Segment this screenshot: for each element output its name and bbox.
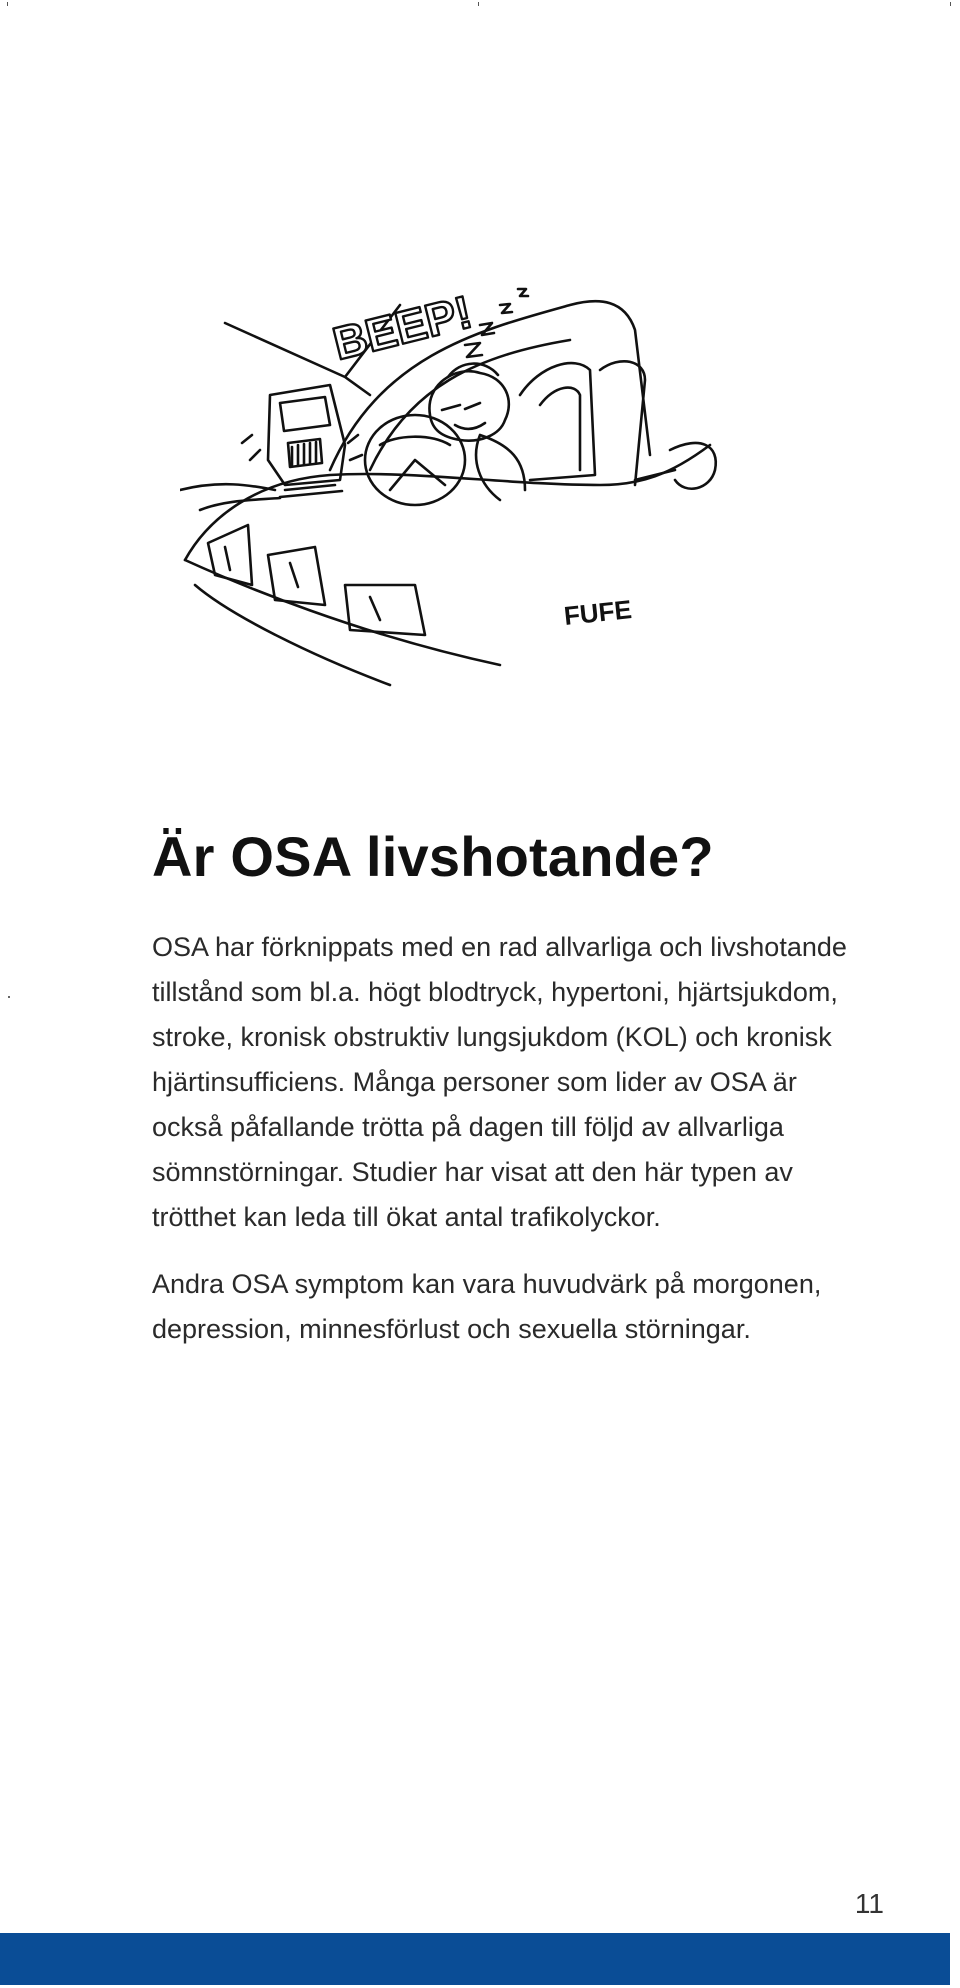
footer-bar — [0, 1933, 950, 1985]
paragraph-1: OSA har förknippats med en rad allvarliga och livshotande tillstånd som bl.a. högt blodtryck, hypertoni, hjärtsjukdom, stroke, kronisk obstruktiv lungsjukdom (KOL) och kronisk hjärtinsufficiens. Många personer som lider av OSA är också påfallande trötta på dagen till följd av allvarliga sömnstörningar. Studier har visat att den här typen av trötthet kan leda till ökat antal trafikolyckor. — [152, 932, 847, 1232]
beep-text: BEEP! — [327, 285, 477, 370]
paragraph-2: Andra OSA symptom kan vara huvudvärk på morgonen, depression, minnesförlust och sexuella störningar. — [152, 1269, 822, 1344]
artist-signature: FUFE — [562, 594, 634, 631]
crop-mark-right — [950, 2, 951, 6]
registration-dot — [8, 996, 10, 998]
crop-mark-left — [7, 2, 8, 6]
cartoon-illustration — [180, 285, 720, 725]
crop-mark-center — [478, 2, 479, 6]
page-number: 11 — [854, 1888, 884, 1919]
body-text — [152, 925, 872, 1374]
page-title: Är OSA livshotande? — [152, 825, 714, 888]
